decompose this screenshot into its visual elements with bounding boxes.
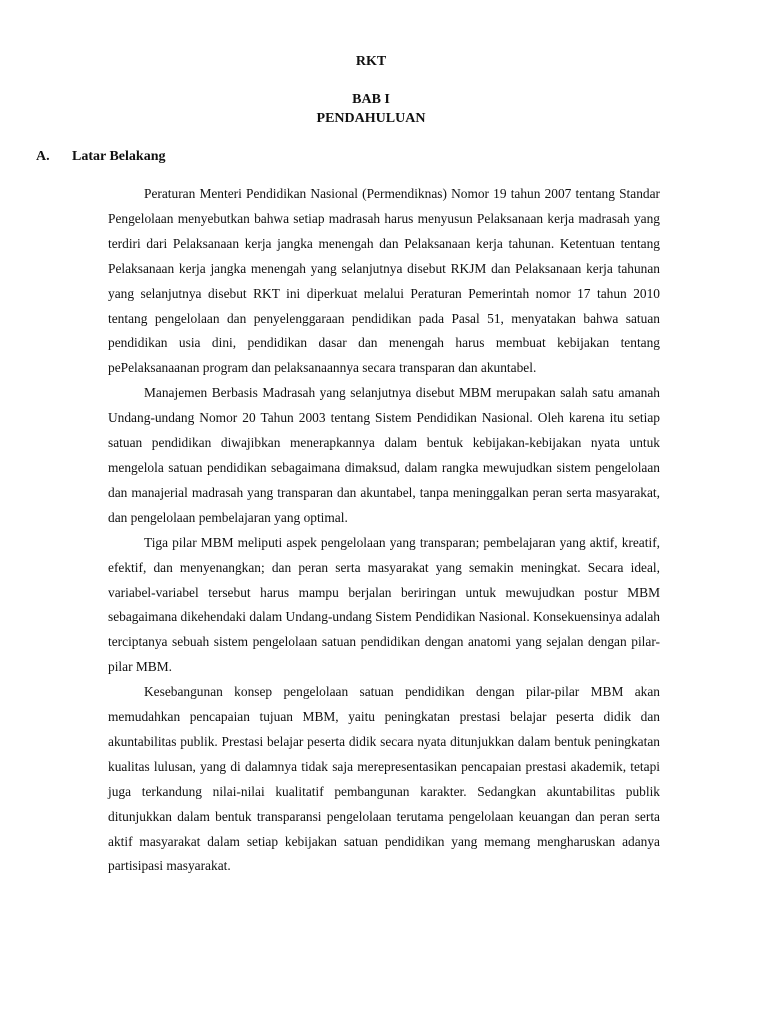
paragraph-2: Manajemen Berbasis Madrasah yang selanjutnya disebut MBM merupakan salah satu amanah Undang-undang Nomor 20 Tahun 2003 tentang Sistem Pendidikan Nasional. Oleh karena itu setiap satuan pendidikan diwajibkan menerapkannya dalam bentuk kebijakan-kebijakan nyata untuk mengelola satuan pendidikan sebagaimana dimaksud, dalam rangka mewujudkan sistem pengelolaan dan manajerial madrasah yang transparan dan akuntabel, tanpa meninggalkan peran serta masyarakat, dan pengelolaan pembelajaran yang optimal. [108, 385, 660, 525]
section-letter: A. [36, 149, 50, 164]
chapter-title: PENDAHULUAN [316, 111, 426, 126]
paragraph-4: Kesebangunan konsep pengelolaan satuan pendidikan dengan pilar-pilar MBM akan memudahkan pencapaian tujuan MBM, yaitu peningkatan prestasi belajar peserta didik dan akuntabilitas publik. Prestasi belajar peserta didik secara nyata ditunjukkan dalam bentuk peningkatan kualitas lulusan, yang di dalamnya tidak saja merepresentasikan pencapaian prestasi akademik, tetapi juga terkandung nilai-nilai kualitatif pembangunan karakter. Sedangkan akuntabilitas publik ditunjukkan dalam bentuk transparansi pengelolaan terutama pengelolaan keuangan dan peran serta aktif masyarakat dalam setiap kebijakan satuan pendidikan yang memang mengharuskan adanya partisipasi masyarakat. [108, 684, 660, 874]
section-title: Latar Belakang [72, 149, 166, 164]
paragraph-3: Tiga pilar MBM meliputi aspek pengelolaan yang transparan; pembelajaran yang aktif, kreatif, efektif, dan menyenangkan; dan peran serta masyarakat yang semakin meningkat. Secara ideal, variabel-variabel tersebut harus mampu berjalan beriringan untuk mewujudkan postur MBM sebagaimana dikehendaki dalam Undang-undang Sistem Pendidikan Nasional. Konsekuensinya adalah terciptanya sebuah sistem pengelolaan satuan pendidikan dengan anatomi yang sejalan dengan pilar-pilar MBM. [108, 534, 660, 675]
document-label: RKT [355, 54, 387, 69]
paragraph-1: Peraturan Menteri Pendidikan Nasional (Permendiknas) Nomor 19 tahun 2007 tentang Standar Pengelolaan menyebutkan bahwa setiap madrasah harus menyusun Pelaksanaan kerja madrasah yang terdiri dari Pelaksanaan kerja jangka menengah dan Pelaksanaan kerja tahunan. Ketentuan tentang Pelaksanaan kerja jangka menengah yang selanjutnya disebut RKJM dan Pelaksanaan kerja tahunan yang selanjutnya disebut RKT ini diperkuat melalui Peraturan Pemerintah nomor 17 tahun 2010 tentang pengelolaan dan penyelenggaraan pendidikan pada Pasal 51, menyatakan bahwa satuan pendidikan usia dini, pendidikan dasar dan menengah harus membuat kebijakan tentang pePelaksanaanan program dan pelaksanaannya secara transparan dan akuntabel. [108, 186, 660, 376]
body-text [108, 182, 660, 879]
section-heading [36, 148, 436, 166]
chapter-number: BAB I [352, 92, 390, 107]
